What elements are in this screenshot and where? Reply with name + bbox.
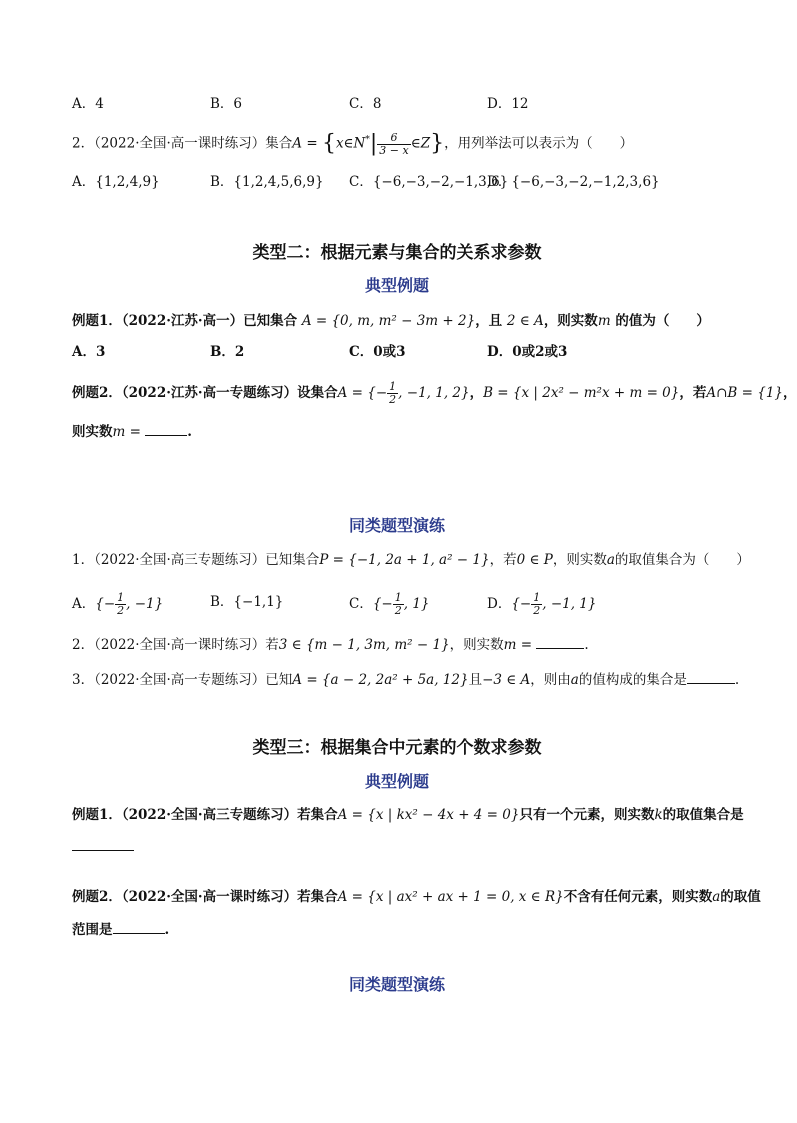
s2-p1-text-b: ，若 bbox=[489, 552, 517, 568]
s2-ex2-text-b: ， bbox=[469, 385, 484, 401]
s2-ex1-option-c: C．0或3 bbox=[349, 344, 406, 360]
s3-ex1-answer-blank[interactable] bbox=[72, 836, 134, 851]
section3-practice-heading: 同类题型演练 bbox=[348, 975, 445, 994]
s2-p1-opt-d-label: D． bbox=[487, 596, 512, 612]
s2-p2-text-b: ，则实数 bbox=[449, 637, 504, 653]
s2-p1-opt-c-num: 1 bbox=[394, 591, 402, 604]
s2-ex1-math-b: 2 ∈ A bbox=[506, 313, 544, 329]
s2-p3-text-a: 3．（2022·全国·高一专题练习）已知 bbox=[72, 672, 293, 688]
s2-ex1-option-a: A．3 bbox=[72, 344, 106, 360]
s2-ex2-text-d: ， bbox=[783, 385, 797, 401]
s3-ex2-math-b: a bbox=[712, 889, 721, 905]
s2-p3-math-b: −3 ∈ A bbox=[482, 672, 531, 688]
s2-ex1-text-d: 的值为（ ） bbox=[615, 313, 710, 329]
section3-title: 类型三：根据集合中元素的个数求参数 bbox=[252, 738, 542, 758]
q2-prefix: 2．（2022·全国·高一课时练习）集合 bbox=[72, 135, 293, 152]
s2-ex1-text-a: 例题1．（2022·江苏·高一）已知集合 bbox=[72, 313, 298, 329]
s2-ex2-text-a: 例题2．（2022·江苏·高一专题练习）设集合 bbox=[72, 385, 338, 401]
s2-ex2-math-c: A∩B = {1} bbox=[706, 385, 784, 401]
s2-p1-opt-d-left: {− bbox=[511, 596, 532, 612]
s2-p3-end: . bbox=[734, 672, 740, 688]
s2-p1-opt-d-right: , −1, 1} bbox=[542, 596, 597, 612]
s2-ex2-line2-text: 则实数 bbox=[72, 424, 113, 440]
q2-option-d: D．{−6,−3,−2,−1,2,3,6} bbox=[487, 174, 660, 190]
s2-p1-opt-a-den: 2 bbox=[117, 604, 125, 617]
s2-practice2 bbox=[72, 634, 589, 655]
s3-ex2-math-a: A = {x | ax² + ax + 1 = 0, x ∈ R} bbox=[337, 889, 564, 905]
q2-option-c: C．{−6,−3,−2,−1,3,6} bbox=[349, 174, 509, 190]
s2-p1-opt-c-den: 2 bbox=[394, 604, 402, 617]
s2-example2-line2 bbox=[72, 421, 192, 442]
s3-ex1-math-b: k bbox=[654, 807, 663, 823]
s3-example1 bbox=[72, 805, 744, 825]
s2-ex2-line2-end: . bbox=[187, 424, 192, 440]
s2-ex2-frac-den: 2 bbox=[389, 393, 397, 406]
s3-ex2-text-b: 不含有任何元素，则实数 bbox=[563, 889, 713, 905]
q2-fraction bbox=[377, 132, 410, 157]
s2-ex2-fraction bbox=[387, 381, 398, 406]
s2-ex2-frac-num: 1 bbox=[389, 380, 397, 393]
s3-ex1-text-c: 的取值集合是 bbox=[662, 807, 744, 823]
s2-p1-option-d bbox=[487, 592, 596, 617]
s2-p3-answer-blank[interactable] bbox=[687, 669, 735, 684]
s2-p1-opt-c-right: , 1} bbox=[403, 596, 430, 612]
s3-ex1-text-b: 只有一个元素，则实数 bbox=[519, 807, 655, 823]
s2-p1-math-b: 0 ∈ P bbox=[516, 552, 553, 568]
q2-left-brace: { bbox=[321, 131, 336, 156]
s2-p1-text-a: 1．（2022·全国·高三专题练习）已知集合 bbox=[72, 552, 320, 568]
s2-p1-opt-d-den: 2 bbox=[533, 604, 541, 617]
q1-option-d: D．12 bbox=[487, 96, 529, 112]
s2-ex2-math-a-left: A = {− bbox=[337, 385, 388, 401]
s2-p1-math-a: P = {−1, 2a + 1, a² − 1} bbox=[319, 552, 490, 568]
s2-p1-option-b: B．{−1,1} bbox=[210, 594, 284, 610]
s2-p1-text-c: ，则实数 bbox=[552, 552, 607, 568]
s2-practice3 bbox=[72, 669, 739, 690]
s2-p3-text-d: 的值构成的集合是 bbox=[578, 672, 687, 688]
section3-example-heading: 典型例题 bbox=[364, 772, 429, 791]
s2-example2 bbox=[72, 381, 797, 406]
q2-option-a: A．{1,2,4,9} bbox=[72, 174, 160, 190]
s2-p1-opt-a-fraction bbox=[115, 592, 126, 617]
s2-p3-text-c: ，则由 bbox=[530, 672, 571, 688]
s2-p1-math-c: a bbox=[606, 552, 615, 568]
s2-p1-opt-c-fraction bbox=[393, 592, 404, 617]
q1-option-c: C．8 bbox=[349, 96, 382, 112]
s2-p1-option-c bbox=[349, 592, 430, 617]
q2-bar: | bbox=[369, 131, 378, 156]
s2-p2-end: . bbox=[584, 637, 589, 653]
s3-example2-line2 bbox=[72, 919, 169, 940]
s2-p1-opt-c-left: {− bbox=[372, 596, 393, 612]
q2-set-sup: * bbox=[365, 135, 370, 145]
s2-ex1-text-b: ，且 bbox=[475, 313, 503, 329]
q1-option-b: B．6 bbox=[210, 96, 243, 112]
s2-ex1-math-c: m bbox=[597, 313, 611, 329]
s3-ex2-text-a: 例题2．（2022·全国·高一课时练习）若集合 bbox=[72, 889, 338, 905]
q2-set-right: ∈Z bbox=[410, 135, 431, 152]
s3-ex2-line2-text: 范围是 bbox=[72, 922, 113, 938]
section2-example-heading: 典型例题 bbox=[364, 276, 429, 295]
s2-ex2-line2-math: m = bbox=[112, 424, 146, 440]
q2-set-var: x∈N bbox=[335, 135, 366, 152]
s3-ex1-math-a: A = {x | kx² − 4x + 4 = 0} bbox=[337, 807, 520, 823]
s2-ex1-math-a: A = {0, m, m² − 3m + 2} bbox=[301, 313, 476, 329]
s2-p3-math-a: A = {a − 2, 2a² + 5a, 12} bbox=[292, 672, 469, 688]
s2-ex1-option-b: B．2 bbox=[210, 344, 245, 360]
s2-ex2-math-b: B = {x | 2x² − m²x + m = 0} bbox=[483, 385, 680, 401]
q1-option-a: A．4 bbox=[72, 96, 104, 112]
q2-right-brace: } bbox=[430, 131, 445, 156]
s3-ex2-text-c: 的取值 bbox=[720, 889, 761, 905]
q2-option-b: B．{1,2,4,5,6,9} bbox=[210, 174, 324, 190]
s2-p1-option-a bbox=[72, 592, 163, 617]
s2-example1 bbox=[72, 311, 710, 331]
s2-ex1-text-c: ，则实数 bbox=[543, 313, 598, 329]
s3-ex1-answer-line bbox=[72, 836, 134, 857]
s2-p2-math-a: 3 ∈ {m − 1, 3m, m² − 1} bbox=[278, 637, 450, 653]
s2-ex2-math-a-right: , −1, 1, 2} bbox=[398, 385, 470, 401]
s2-p1-opt-a-left: {− bbox=[95, 596, 116, 612]
s3-ex1-text-a: 例题1．（2022·全国·高三专题练习）若集合 bbox=[72, 807, 338, 823]
s3-ex2-line2-end: . bbox=[164, 922, 170, 938]
q2-set-left: A = bbox=[292, 135, 322, 152]
s2-p1-opt-a-num: 1 bbox=[117, 591, 125, 604]
s2-p2-text-a: 2．（2022·全国·高一课时练习）若 bbox=[72, 637, 279, 653]
s2-p1-text-d: 的取值集合为（ ） bbox=[614, 552, 750, 568]
s2-p1-opt-d-num: 1 bbox=[533, 591, 541, 604]
section2-practice-heading: 同类题型演练 bbox=[348, 516, 445, 535]
s2-ex2-text-c: ，若 bbox=[679, 385, 707, 401]
q2-frac-num: 6 bbox=[377, 132, 410, 145]
s3-example2 bbox=[72, 887, 761, 907]
s2-ex1-option-d: D．0或2或3 bbox=[487, 344, 568, 360]
q2-frac-den: 3 − x bbox=[379, 143, 409, 157]
s2-p1-opt-a-label: A． bbox=[72, 596, 96, 612]
s2-p2-math-b: m = bbox=[503, 637, 537, 653]
s2-ex2-answer-blank[interactable] bbox=[145, 421, 187, 436]
s2-p2-answer-blank[interactable] bbox=[536, 634, 584, 649]
s2-p1-opt-d-fraction bbox=[531, 592, 542, 617]
section2-title: 类型二：根据元素与集合的关系求参数 bbox=[252, 243, 542, 263]
s2-p1-opt-c-label: C． bbox=[349, 596, 373, 612]
s3-ex2-answer-blank[interactable] bbox=[113, 919, 165, 934]
q2-suffix: ，用列举法可以表示为（ ） bbox=[444, 135, 634, 152]
s2-p3-text-b: 且 bbox=[468, 672, 483, 688]
s2-practice1 bbox=[72, 550, 750, 570]
s2-p1-opt-a-right: , −1} bbox=[126, 596, 164, 612]
q2-question bbox=[72, 130, 633, 157]
s2-p3-math-c: a bbox=[570, 672, 579, 688]
